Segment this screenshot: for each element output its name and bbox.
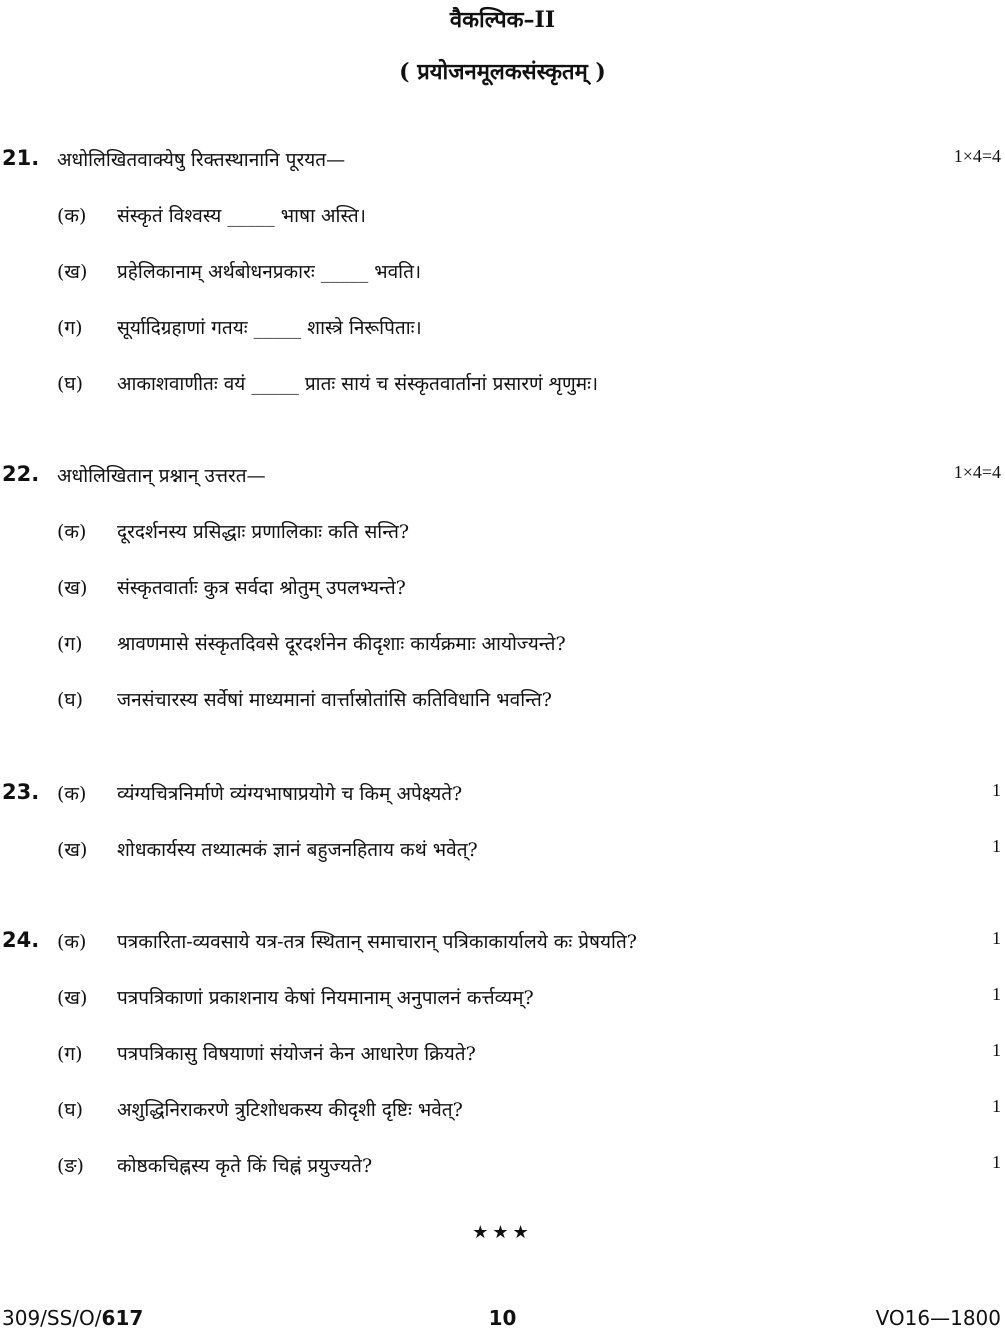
item-text: श्रावणमासे संस्कृतदिवसे दूरदर्शनेन कीदृशाः कार्यक्रमाः आयोज्यन्ते? <box>117 633 566 655</box>
list-item <box>0 574 1005 604</box>
question-number: 23. <box>2 780 40 804</box>
list-item <box>0 984 1005 1014</box>
question-text: अधोलिखितान् प्रश्नान् उत्तरत— <box>57 465 266 487</box>
question-23 <box>0 780 1005 810</box>
question-24 <box>0 928 1005 958</box>
item-text: पत्रपत्रिकासु विषयाणां संयोजनं केन आधारेण क्रियते? <box>117 1043 476 1065</box>
question-marks: 1×4=4 <box>953 146 1001 166</box>
list-item <box>0 630 1005 660</box>
paper-code-prefix: 309/SS/O/ <box>2 1306 102 1330</box>
list-item <box>0 1040 1005 1070</box>
list-item <box>0 258 1005 288</box>
item-text: दूरदर्शनस्य प्रसिद्धाः प्रणालिकाः कति सन्ति? <box>117 521 410 543</box>
item-label: (क) <box>57 931 87 953</box>
item-text: जनसंचारस्य सर्वेषां माध्यमानां वार्त्तास्रोतांसि कतिविधानि भवन्ति? <box>117 689 552 711</box>
question-number: 21. <box>2 146 40 170</box>
item-text: शोधकार्यस्य तथ्यात्मकं ज्ञानं बहुजनहिताय कथं भवेत्? <box>117 839 478 861</box>
question-number: 22. <box>2 462 40 486</box>
item-label: (ख) <box>57 577 88 599</box>
paper-code-number: 617 <box>101 1306 144 1330</box>
item-marks: 1 <box>992 1152 1001 1172</box>
list-item <box>0 518 1005 548</box>
question-21 <box>0 146 1005 176</box>
item-marks: 1 <box>992 780 1001 800</box>
item-label: (घ) <box>57 689 84 711</box>
item-label: (घ) <box>57 373 84 395</box>
question-marks: 1×4=4 <box>953 462 1001 482</box>
item-text: संस्कृतं विश्वस्य _____ भाषा अस्ति। <box>117 205 366 227</box>
page-number: 10 <box>488 1306 517 1330</box>
item-text: व्यंग्यचित्रनिर्माणे व्यंग्यभाषाप्रयोगे च किम् अपेक्ष्यते? <box>117 783 463 805</box>
page-subtitle: ( प्रयोजनमूलकसंस्कृतम् ) <box>399 59 606 85</box>
item-marks: 1 <box>992 1096 1001 1116</box>
item-marks: 1 <box>992 1040 1001 1060</box>
item-text: सूर्यादिग्रहाणां गतयः _____ शास्त्रे निरूपिताः। <box>117 317 422 339</box>
item-text: आकाशवाणीतः वयं _____ प्रातः सायं च संस्कृतवार्तानां प्रसारणं शृणुमः। <box>117 373 599 395</box>
footer-print-code: VO16—1800 <box>875 1306 1001 1330</box>
item-marks: 1 <box>992 928 1001 948</box>
question-22 <box>0 462 1005 492</box>
list-item <box>0 370 1005 400</box>
item-label: (क) <box>57 205 87 227</box>
item-label: (ग) <box>57 1043 83 1065</box>
list-item <box>0 1096 1005 1126</box>
item-label: (ख) <box>57 987 88 1009</box>
item-text: प्रहेलिकानाम् अर्थबोधनप्रकारः _____ भवति। <box>117 261 422 283</box>
item-label: (ङ) <box>57 1155 84 1177</box>
list-item <box>0 1152 1005 1182</box>
list-item <box>0 836 1005 866</box>
list-item <box>0 202 1005 232</box>
item-marks: 1 <box>992 836 1001 856</box>
item-label: (ख) <box>57 839 88 861</box>
item-label: (ख) <box>57 261 88 283</box>
question-number: 24. <box>2 928 40 952</box>
item-label: (घ) <box>57 1099 84 1121</box>
end-marker: ★★★ <box>472 1222 533 1243</box>
item-label: (क) <box>57 783 87 805</box>
page-title: वैकल्पिक–II <box>449 7 556 33</box>
item-label: (क) <box>57 521 87 543</box>
item-label: (ग) <box>57 317 83 339</box>
item-text: संस्कृतवार्ताः कुत्र सर्वदा श्रोतुम् उपलभ्यन्ते? <box>117 577 406 599</box>
list-item <box>0 314 1005 344</box>
item-text: अशुद्धिनिराकरणे त्रुटिशोधकस्य कीदृशी दृष्टिः भवेत्? <box>117 1099 463 1121</box>
item-text: कोष्ठकचिह्नस्य कृते किं चिह्नं प्रयुज्यते? <box>117 1155 373 1177</box>
question-text: अधोलिखितवाक्येषु रिक्तस्थानानि पूरयत— <box>57 149 346 171</box>
item-marks: 1 <box>992 984 1001 1004</box>
item-text: पत्रपत्रिकाणां प्रकाशनाय केषां नियमानाम् अनुपालनं कर्त्तव्यम्? <box>117 987 534 1009</box>
item-label: (ग) <box>57 633 83 655</box>
list-item <box>0 686 1005 716</box>
item-text: पत्रकारिता-व्यवसाये यत्र-तत्र स्थितान् समाचारान् पत्रिकाकार्यालये कः प्रेषयति? <box>117 931 637 953</box>
